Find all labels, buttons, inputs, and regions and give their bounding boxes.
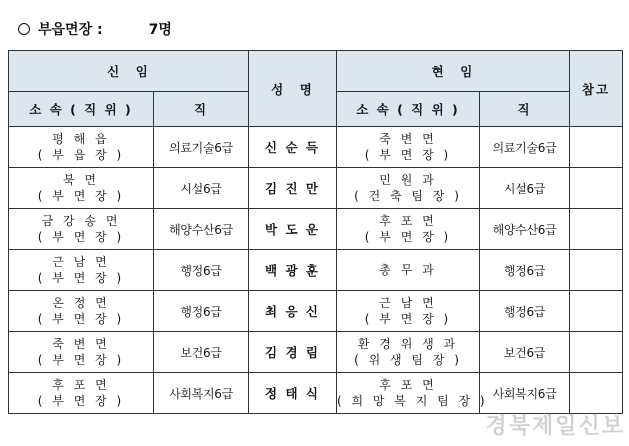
new-rank-cell: 사회복지6급 bbox=[154, 373, 249, 414]
cur-dept-cell: 후 포 면 ( 부 면 장 ) bbox=[337, 209, 480, 250]
header-new: 신 임 bbox=[9, 51, 249, 92]
cur-rank-cell: 시설6급 bbox=[480, 168, 570, 209]
cur-dept-cell: 총 무 과 bbox=[337, 250, 480, 291]
watermark: 경북제일신보 bbox=[485, 414, 625, 439]
header-cur-rank: 직 bbox=[480, 92, 570, 127]
header-new-dept: 소 속 ( 직 위 ) bbox=[9, 92, 154, 127]
cur-dept-cell: 죽 변 면 ( 부 면 장 ) bbox=[337, 127, 480, 168]
section-heading bbox=[18, 18, 172, 40]
new-rank-cell: 보건6급 bbox=[154, 332, 249, 373]
table-row bbox=[9, 373, 623, 414]
new-dept-cell: 온 정 면 ( 부 면 장 ) bbox=[9, 291, 154, 332]
table-row bbox=[9, 127, 623, 168]
note-cell bbox=[570, 332, 623, 373]
name-cell: 신 순 득 bbox=[249, 127, 337, 168]
name-cell: 김 진 만 bbox=[249, 168, 337, 209]
new-dept-cell: 금 강 송 면 ( 부 면 장 ) bbox=[9, 209, 154, 250]
cur-dept-cell: 근 남 면 ( 부 면 장 ) bbox=[337, 291, 480, 332]
circle-bullet-icon bbox=[18, 23, 30, 35]
new-dept-cell: 북 면 ( 부 면 장 ) bbox=[9, 168, 154, 209]
new-rank-cell: 해양수산6급 bbox=[154, 209, 249, 250]
header-cur-dept: 소 속 ( 직 위 ) bbox=[337, 92, 480, 127]
name-cell: 박 도 운 bbox=[249, 209, 337, 250]
new-dept-cell: 후 포 면 ( 부 면 장 ) bbox=[9, 373, 154, 414]
cur-rank-cell: 행정6급 bbox=[480, 291, 570, 332]
new-rank-cell: 행정6급 bbox=[154, 250, 249, 291]
table-row bbox=[9, 209, 623, 250]
note-cell bbox=[570, 168, 623, 209]
new-rank-cell: 행정6급 bbox=[154, 291, 249, 332]
header-new-rank: 직 bbox=[154, 92, 249, 127]
note-cell bbox=[570, 127, 623, 168]
table-row bbox=[9, 168, 623, 209]
new-rank-cell: 의료기술6급 bbox=[154, 127, 249, 168]
note-cell bbox=[570, 373, 623, 414]
table-row bbox=[9, 332, 623, 373]
cur-rank-cell: 행정6급 bbox=[480, 250, 570, 291]
name-cell: 김 경 림 bbox=[249, 332, 337, 373]
new-rank-cell: 시설6급 bbox=[154, 168, 249, 209]
note-cell bbox=[570, 250, 623, 291]
header-note: 참고 bbox=[570, 51, 623, 127]
name-cell: 백 광 훈 bbox=[249, 250, 337, 291]
name-cell: 최 응 신 bbox=[249, 291, 337, 332]
cur-rank-cell: 보건6급 bbox=[480, 332, 570, 373]
header-current: 현 임 bbox=[337, 51, 570, 92]
note-cell bbox=[570, 209, 623, 250]
cur-dept-cell: 환 경 위 생 과 ( 위 생 팀 장 ) bbox=[337, 332, 480, 373]
new-dept-cell: 죽 변 면 ( 부 면 장 ) bbox=[9, 332, 154, 373]
personnel-table bbox=[8, 50, 623, 414]
heading-title: 부읍면장 : bbox=[38, 22, 103, 38]
name-cell: 정 태 식 bbox=[249, 373, 337, 414]
table-row bbox=[9, 291, 623, 332]
cur-rank-cell: 사회복지6급 bbox=[480, 373, 570, 414]
note-cell bbox=[570, 291, 623, 332]
table-row bbox=[9, 250, 623, 291]
cur-rank-cell: 해양수산6급 bbox=[480, 209, 570, 250]
heading-count: 7명 bbox=[148, 22, 172, 38]
new-dept-cell: 근 남 면 ( 부 면 장 ) bbox=[9, 250, 154, 291]
cur-rank-cell: 의료기술6급 bbox=[480, 127, 570, 168]
header-name: 성 명 bbox=[249, 51, 337, 127]
cur-dept-cell: 민 원 과 ( 건 축 팀 장 ) bbox=[337, 168, 480, 209]
cur-dept-cell: 후 포 면 ( 희 망 복 지 팀 장 ) bbox=[337, 373, 480, 414]
new-dept-cell: 평 해 읍 ( 부 읍 장 ) bbox=[9, 127, 154, 168]
